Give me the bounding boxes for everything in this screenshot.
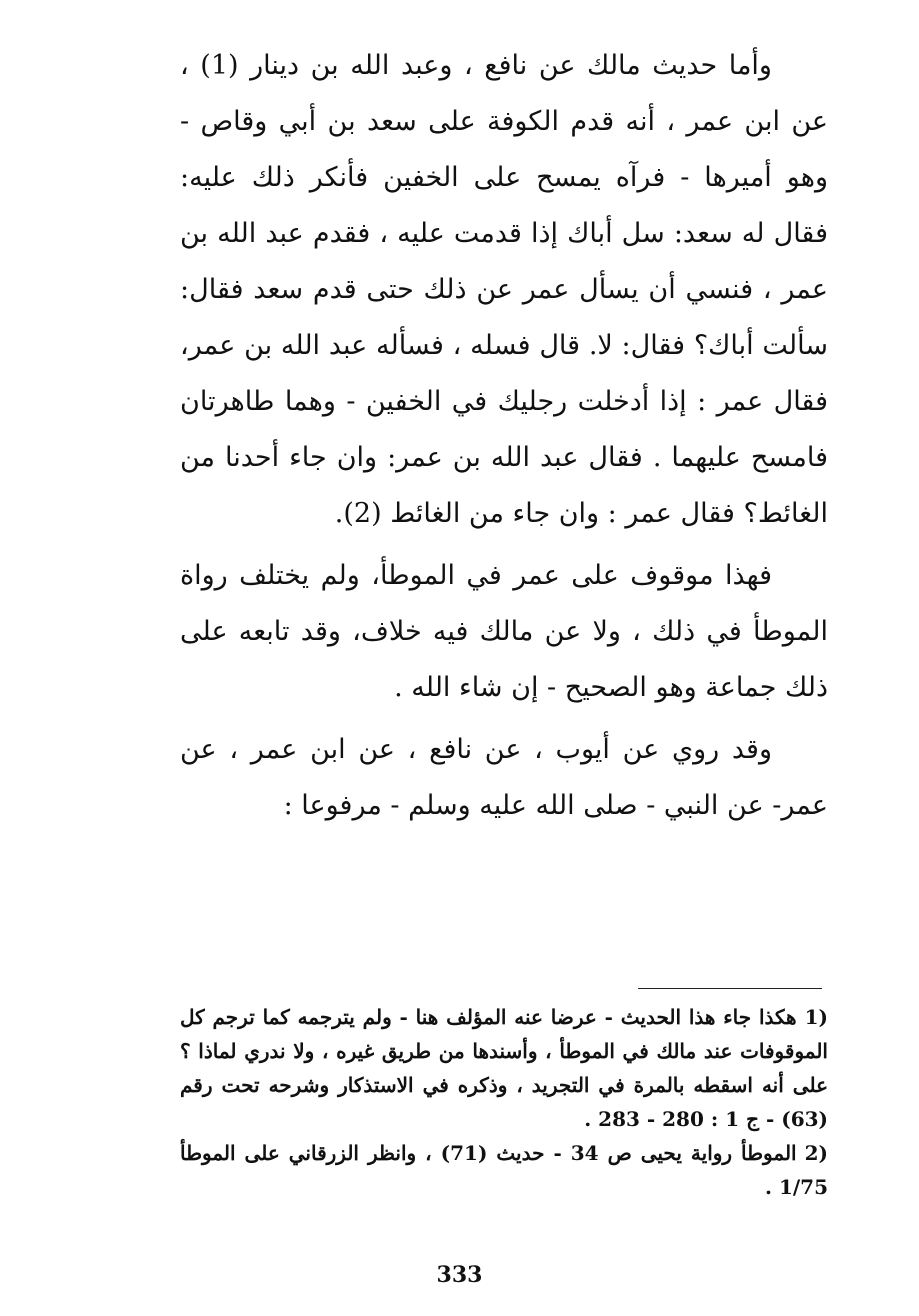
footnote-1-marker: (1: [804, 1005, 828, 1029]
footnote-divider: [638, 988, 822, 989]
paragraph-3-text: وقد روي عن أيوب ، عن نافع ، عن ابن عمر ، عن عمر- عن النبي - صلى الله عليه وسلم - مرفوعا :: [180, 734, 828, 821]
paragraph-2-text: فهذا موقوف على عمر في الموطأ، ولم يختلف رواة الموطأ في ذلك ، ولا عن مالك فيه خلاف، وقد تابعه على ذلك جماعة وهو الصحيح - إن شاء الله .: [180, 560, 828, 703]
paragraph-1-text: وأما حديث مالك عن نافع ، وعبد الله بن دينار (1) ، عن ابن عمر ، أنه قدم الكوفة على سعد بن أبي وقاص - وهو أميرها - فرآه يمسح على الخفين فأنكر ذلك عليه: فقال له سعد: سل أباك إذا قدمت عليه ، فقدم عبد الله بن عمر ، فنسي أن يسأل عمر عن ذلك حتى قدم سعد فقال: سألت أباك؟ فقال: لا. قال فسله ، فسأله عبد الله بن عمر، فقال عمر : إذا أدخلت رجليك في الخفين - وهما طاهرتان فامسح عليهما . فقال عبد الله بن عمر: وان جاء أحدنا من الغائط؟ فقال عمر : وان جاء من الغائط (2).: [180, 50, 828, 529]
footnote-2-text: الموطأ رواية يحيى ص 34 - حديث (71) ، وانظر الزرقاني على الموطأ 1/75 .: [180, 1141, 828, 1199]
paragraph-2: [180, 548, 828, 716]
footnotes: [180, 1000, 828, 1204]
footnote-2-marker: (2: [804, 1141, 828, 1165]
page-number: 333: [436, 1262, 483, 1288]
footnote-1: [180, 1000, 828, 1136]
paragraph-3: [180, 722, 828, 834]
footnote-1-text: هكذا جاء هذا الحديث - عرضا عنه المؤلف هنا - ولم يترجمه كما ترجم كل الموقوفات عند مالك في الموطأ ، وأسندها من طريق غيره ، ولا ندري لماذا ؟ على أنه اسقطه بالمرة في التجريد ، وذكره في الاستذكار وشرحه تحت رقم (63) - ج 1 : 280 - 283 .: [180, 1005, 828, 1131]
footnote-2: [180, 1136, 828, 1204]
main-text: [180, 38, 828, 834]
paragraph-1: [180, 38, 828, 542]
